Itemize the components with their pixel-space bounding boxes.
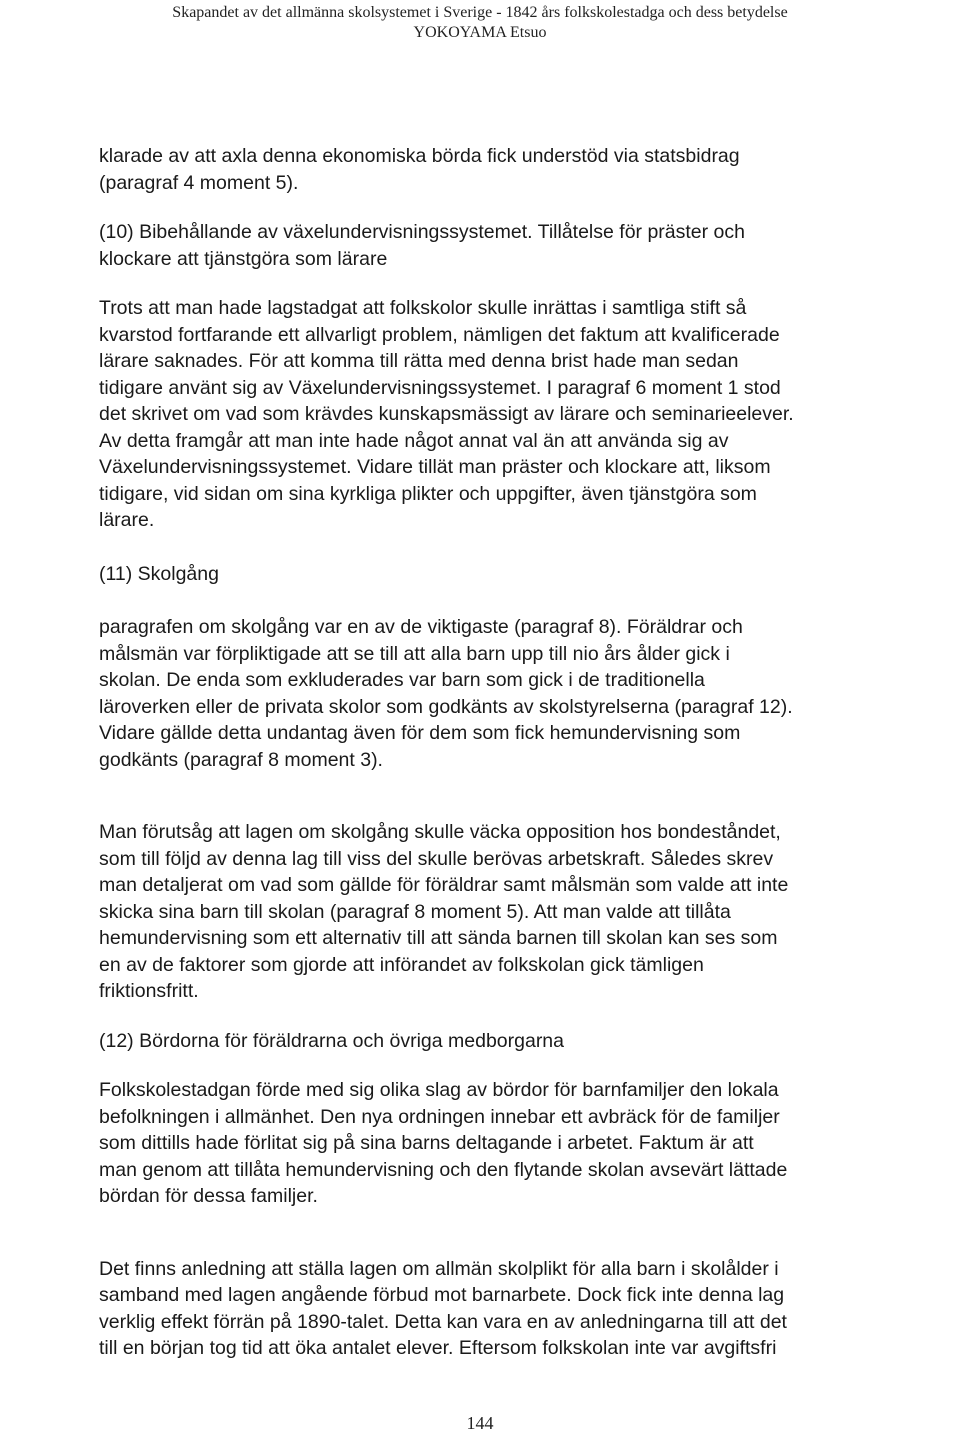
text-line: Av detta framgår att man inte hade något annat val än att använda sig av: [99, 429, 729, 452]
text-line: som till följd av denna lag till viss del skulle berövas arbetskraft. Således skrev: [99, 847, 774, 870]
page-body: [99, 143, 899, 1362]
text-line: en av de faktorer som gjorde att införandet av folkskolan gick tämligen: [99, 953, 704, 976]
text-line: man genom att tillåta hemundervisning och den flytande skolan avsevärt lättade: [99, 1158, 788, 1181]
text-line: samband med lagen angående förbud mot barnarbete. Dock fick inte denna lag: [99, 1284, 785, 1306]
paragraph: [99, 1256, 899, 1362]
text-line: (paragraf 4 moment 5).: [99, 171, 299, 194]
paragraph: [99, 1077, 899, 1210]
page-number: 144: [466, 1413, 494, 1433]
paragraph: [99, 614, 899, 773]
text-line: tidigare använt sig av Växelundervisningssystemet. I paragraf 6 moment 1 stod: [99, 376, 781, 399]
text-line: hemundervisning som ett alternativ till att sända barnen till skolan kan ses som: [99, 927, 778, 949]
text-line: klarade av att axla denna ekonomiska börda fick understöd via statsbidrag: [99, 145, 740, 167]
text-line: Växelundervisningssystemet. Vidare tillät man präster och klockare att, liksom: [99, 456, 771, 478]
text-line: godkänts (paragraf 8 moment 3).: [99, 748, 383, 771]
text-line: befolkningen i allmänhet. Den nya ordningen innebar ett avbräck för de familjer: [99, 1105, 780, 1128]
running-header: [0, 3, 960, 43]
text-line: lärare saknades. För att komma till rätta med denna brist hade man sedan: [99, 350, 739, 372]
text-line: bördan för dessa familjer.: [99, 1185, 318, 1207]
text-line: (12) Bördorna för föräldrarna och övriga medborgarna: [99, 1029, 565, 1052]
text-line: Folkskolestadgan förde med sig olika slag av bördor för barnfamiljer den lokala: [99, 1079, 779, 1101]
section-heading-11: [99, 561, 899, 588]
text-line: friktionsfritt.: [99, 980, 199, 1002]
text-line: målsmän var förpliktigade att se till att alla barn upp till nio års ålder gick i: [99, 642, 730, 665]
text-line: Vidare gällde detta undantag även för dem som fick hemundervisning som: [99, 722, 741, 744]
text-line: som dittills hade förlitat sig på sina barns deltagande i arbetet. Faktum är att: [99, 1132, 754, 1154]
text-line: (11) Skolgång: [99, 562, 219, 585]
text-line: skicka sina barn till skolan (paragraf 8 moment 5). Att man valde att tillåta: [99, 900, 731, 923]
text-line: det skrivet om vad som krävdes kunskapsmässigt av lärare och seminarieelever.: [99, 403, 794, 425]
section-heading-10: [99, 219, 899, 272]
text-line: Det finns anledning att ställa lagen om allmän skolplikt för alla barn i skolålder i: [99, 1257, 779, 1280]
text-line: Man förutsåg att lagen om skolgång skulle väcka opposition hos bondeståndet,: [99, 821, 781, 843]
text-line: läroverken eller de privata skolor som godkänts av skolstyrelserna (paragraf 12).: [99, 695, 793, 718]
paragraph: [99, 295, 899, 534]
paragraph: [99, 143, 899, 196]
text-line: man detaljerat om vad som gällde för föräldrar samt målsmän som valde att inte: [99, 874, 789, 896]
text-line: till en början tog tid att öka antalet elever. Eftersom folkskolan inte var avgiftsfri: [99, 1337, 777, 1359]
text-line: paragrafen om skolgång var en av de viktigaste (paragraf 8). Föräldrar och: [99, 616, 743, 638]
text-line: tidigare, vid sidan om sina kyrkliga plikter och uppgifter, även tjänstgöra som: [99, 482, 757, 505]
text-line: Trots att man hade lagstadgat att folkskolor skulle inrättas i samtliga stift så: [99, 297, 747, 319]
text-line: klockare att tjänstgöra som lärare: [99, 247, 388, 270]
text-line: lärare.: [99, 509, 155, 531]
author-name: YOKOYAMA Etsuo: [413, 24, 547, 41]
paragraph: [99, 819, 899, 1005]
document-title: Skapandet av det allmänna skolsystemet i Sverige - 1842 års folkskolestadga och dess betydelse: [172, 4, 788, 21]
text-line: verklig effekt förrän på 1890-talet. Detta kan vara en av anledningarna till att det: [99, 1310, 787, 1333]
section-heading-12: [99, 1028, 899, 1055]
text-line: skolan. De enda som exkluderades var barn som gick i de traditionella: [99, 669, 705, 691]
text-line: (10) Bibehållande av växelundervisningssystemet. Tillåtelse för präster och: [99, 221, 745, 243]
text-line: kvarstod fortfarande ett allvarligt problem, nämligen det faktum att kvalificerade: [99, 323, 780, 346]
